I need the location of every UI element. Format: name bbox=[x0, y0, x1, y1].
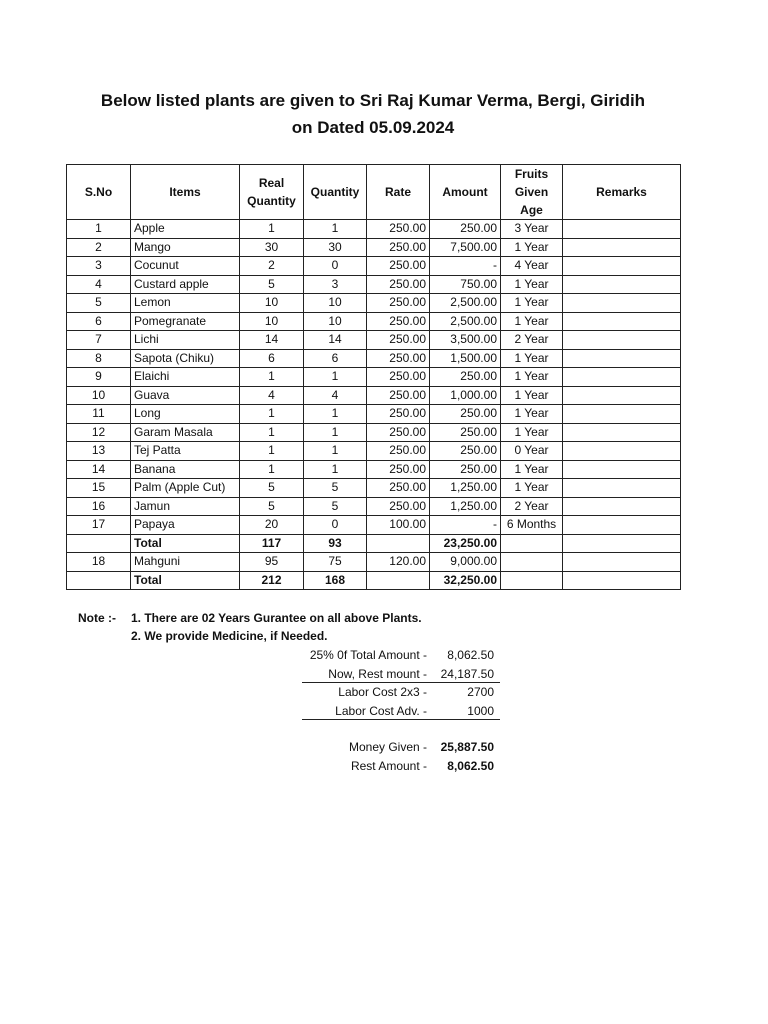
cell-qty: 75 bbox=[304, 553, 367, 572]
cell-amount: 1,250.00 bbox=[430, 497, 501, 516]
header-remarks: Remarks bbox=[563, 165, 681, 220]
summary-label: Rest Amount - bbox=[350, 758, 427, 773]
cell-sno: 11 bbox=[67, 405, 131, 424]
cell-sno: 8 bbox=[67, 349, 131, 368]
total-row bbox=[67, 571, 681, 590]
cell-qty: 30 bbox=[304, 238, 367, 257]
document-title: Below listed plants are given to Sri Raj Kumar Verma, Bergi, Giridih bbox=[100, 91, 646, 110]
summary-value: 8,062.50 bbox=[447, 648, 494, 662]
cell-qty: 1 bbox=[304, 368, 367, 387]
cell-age: 0 Year bbox=[501, 442, 563, 461]
cell-qty: 10 bbox=[304, 294, 367, 313]
cell-rate: 250.00 bbox=[367, 294, 430, 313]
cell-real: 30 bbox=[240, 238, 304, 257]
cell-remarks bbox=[563, 386, 681, 405]
cell-rate: 250.00 bbox=[367, 257, 430, 276]
cell-amount: 250.00 bbox=[430, 442, 501, 461]
cell-remarks bbox=[563, 571, 681, 590]
table-row bbox=[67, 405, 681, 424]
cell-remarks bbox=[563, 312, 681, 331]
cell-rate: 250.00 bbox=[367, 479, 430, 498]
cell-amount: 250.00 bbox=[430, 220, 501, 239]
summary-value: 1000 bbox=[467, 703, 494, 718]
summary-row bbox=[300, 683, 500, 702]
cell-amount: 23,250.00 bbox=[430, 534, 501, 553]
cell-amount: 750.00 bbox=[430, 275, 501, 294]
table-row bbox=[67, 349, 681, 368]
summary-block bbox=[300, 738, 500, 775]
cell-sno: 16 bbox=[67, 497, 131, 516]
cell-item: Jamun bbox=[131, 497, 240, 516]
cell-amount: 32,250.00 bbox=[430, 571, 501, 590]
cell-qty: 168 bbox=[304, 571, 367, 590]
cell-item: Cocunut bbox=[131, 257, 240, 276]
cell-rate: 250.00 bbox=[367, 386, 430, 405]
cell-qty: 14 bbox=[304, 331, 367, 350]
cell-item: Mango bbox=[131, 238, 240, 257]
cell-rate: 120.00 bbox=[367, 553, 430, 572]
cell-remarks bbox=[563, 349, 681, 368]
table-row bbox=[67, 331, 681, 350]
table-row bbox=[67, 460, 681, 479]
cell-item: Mahguni bbox=[131, 553, 240, 572]
cell-item: Lichi bbox=[131, 331, 240, 350]
cell-age: 2 Year bbox=[501, 331, 563, 350]
summary-row bbox=[300, 738, 500, 757]
cell-item: Total bbox=[131, 534, 240, 553]
cell-remarks bbox=[563, 479, 681, 498]
cell-sno: 17 bbox=[67, 516, 131, 535]
cell-age: 1 Year bbox=[501, 312, 563, 331]
note-item: 1. There are 02 Years Gurantee on all above Plants. bbox=[131, 611, 422, 625]
cell-sno: 12 bbox=[67, 423, 131, 442]
cell-item: Elaichi bbox=[131, 368, 240, 387]
cell-rate: 250.00 bbox=[367, 405, 430, 424]
cell-rate: 250.00 bbox=[367, 220, 430, 239]
table-row bbox=[67, 368, 681, 387]
summary-label: Now, Rest mount - bbox=[328, 666, 427, 681]
cell-rate: 250.00 bbox=[367, 331, 430, 350]
cell-sno: 3 bbox=[67, 257, 131, 276]
cell-qty: 6 bbox=[304, 349, 367, 368]
table-row bbox=[67, 423, 681, 442]
cell-item: Long bbox=[131, 405, 240, 424]
plants-table bbox=[66, 164, 681, 590]
summary-row bbox=[300, 646, 500, 665]
cell-real: 4 bbox=[240, 386, 304, 405]
table-row bbox=[67, 312, 681, 331]
table-row bbox=[67, 442, 681, 461]
cell-remarks bbox=[563, 368, 681, 387]
cell-qty: 3 bbox=[304, 275, 367, 294]
cell-real: 1 bbox=[240, 460, 304, 479]
cell-item: Papaya bbox=[131, 516, 240, 535]
summary-row bbox=[300, 757, 500, 776]
cell-real: 1 bbox=[240, 368, 304, 387]
cell-real: 5 bbox=[240, 275, 304, 294]
cell-sno: 18 bbox=[67, 553, 131, 572]
cell-amount: 250.00 bbox=[430, 423, 501, 442]
cell-item: Custard apple bbox=[131, 275, 240, 294]
summary-block bbox=[300, 646, 500, 683]
table-row bbox=[67, 386, 681, 405]
summary-label: Labor Cost 2x3 - bbox=[338, 685, 427, 699]
cell-item: Palm (Apple Cut) bbox=[131, 479, 240, 498]
table-row bbox=[67, 294, 681, 313]
cell-item: Tej Patta bbox=[131, 442, 240, 461]
cell-amount: 2,500.00 bbox=[430, 312, 501, 331]
cell-rate: 250.00 bbox=[367, 349, 430, 368]
header-amount: Amount bbox=[430, 165, 501, 220]
cell-sno: 10 bbox=[67, 386, 131, 405]
cell-real: 1 bbox=[240, 423, 304, 442]
cell-sno: 15 bbox=[67, 479, 131, 498]
cell-real: 95 bbox=[240, 553, 304, 572]
cell-qty: 1 bbox=[304, 460, 367, 479]
cell-item: Banana bbox=[131, 460, 240, 479]
cell-age: 1 Year bbox=[501, 294, 563, 313]
cell-real: 20 bbox=[240, 516, 304, 535]
cell-real: 117 bbox=[240, 534, 304, 553]
cell-sno: 9 bbox=[67, 368, 131, 387]
cell-sno: 6 bbox=[67, 312, 131, 331]
cell-real: 5 bbox=[240, 479, 304, 498]
cell-real: 1 bbox=[240, 442, 304, 461]
cell-age: 2 Year bbox=[501, 497, 563, 516]
cell-qty: 1 bbox=[304, 423, 367, 442]
cell-real: 10 bbox=[240, 312, 304, 331]
cell-age bbox=[501, 534, 563, 553]
cell-remarks bbox=[563, 442, 681, 461]
total-row bbox=[67, 534, 681, 553]
cell-amount: 2,500.00 bbox=[430, 294, 501, 313]
header-real-quantity: Real Quantity bbox=[240, 165, 304, 220]
cell-qty: 4 bbox=[304, 386, 367, 405]
cell-remarks bbox=[563, 497, 681, 516]
cell-sno: 13 bbox=[67, 442, 131, 461]
cell-item: Lemon bbox=[131, 294, 240, 313]
cell-qty: 1 bbox=[304, 220, 367, 239]
cell-item: Pomegranate bbox=[131, 312, 240, 331]
cell-rate: 250.00 bbox=[367, 275, 430, 294]
cell-amount: 7,500.00 bbox=[430, 238, 501, 257]
cell-amount: 3,500.00 bbox=[430, 331, 501, 350]
cell-item: Apple bbox=[131, 220, 240, 239]
cell-amount: - bbox=[430, 257, 501, 276]
cell-rate bbox=[367, 534, 430, 553]
cell-amount: - bbox=[430, 516, 501, 535]
table-row bbox=[67, 497, 681, 516]
cell-real: 10 bbox=[240, 294, 304, 313]
table-row bbox=[67, 275, 681, 294]
summary-label: Labor Cost Adv. - bbox=[335, 703, 427, 718]
cell-age: 1 Year bbox=[501, 460, 563, 479]
summary-row bbox=[300, 702, 500, 721]
cell-remarks bbox=[563, 460, 681, 479]
cell-sno: 14 bbox=[67, 460, 131, 479]
cell-amount: 1,250.00 bbox=[430, 479, 501, 498]
header-sno: S.No bbox=[67, 165, 131, 220]
summary-value: 2700 bbox=[467, 685, 494, 699]
cell-age bbox=[501, 571, 563, 590]
note-label: Note :- bbox=[78, 611, 116, 625]
cell-age: 1 Year bbox=[501, 275, 563, 294]
cell-amount: 1,500.00 bbox=[430, 349, 501, 368]
cell-real: 6 bbox=[240, 349, 304, 368]
table-row bbox=[67, 257, 681, 276]
table-row bbox=[67, 238, 681, 257]
cell-rate: 250.00 bbox=[367, 460, 430, 479]
cell-remarks bbox=[563, 294, 681, 313]
cell-age: 1 Year bbox=[501, 238, 563, 257]
cell-age bbox=[501, 553, 563, 572]
header-fruits-given-age: Fruits Given Age bbox=[501, 165, 563, 220]
cell-real: 14 bbox=[240, 331, 304, 350]
cell-remarks bbox=[563, 275, 681, 294]
summary-value: 8,062.50 bbox=[447, 758, 494, 773]
summary-label: Money Given - bbox=[348, 740, 427, 754]
cell-rate: 250.00 bbox=[367, 497, 430, 516]
cell-amount: 250.00 bbox=[430, 460, 501, 479]
cell-qty: 5 bbox=[304, 479, 367, 498]
cell-age: 1 Year bbox=[501, 386, 563, 405]
cell-qty: 0 bbox=[304, 516, 367, 535]
table-row bbox=[67, 220, 681, 239]
cell-amount: 9,000.00 bbox=[430, 553, 501, 572]
cell-amount: 250.00 bbox=[430, 405, 501, 424]
note-item: 2. We provide Medicine, if Needed. bbox=[131, 629, 328, 643]
cell-real: 1 bbox=[240, 405, 304, 424]
cell-age: 1 Year bbox=[501, 368, 563, 387]
cell-amount: 250.00 bbox=[430, 368, 501, 387]
cell-remarks bbox=[563, 331, 681, 350]
cell-real: 2 bbox=[240, 257, 304, 276]
summary-value: 24,187.50 bbox=[440, 666, 494, 681]
cell-sno bbox=[67, 534, 131, 553]
table-row bbox=[67, 553, 681, 572]
cell-age: 1 Year bbox=[501, 423, 563, 442]
cell-rate: 250.00 bbox=[367, 423, 430, 442]
cell-remarks bbox=[563, 534, 681, 553]
header-items: Items bbox=[131, 165, 240, 220]
summary-value: 25,887.50 bbox=[440, 740, 494, 754]
cell-rate: 250.00 bbox=[367, 368, 430, 387]
cell-remarks bbox=[563, 238, 681, 257]
cell-remarks bbox=[563, 423, 681, 442]
cell-sno: 4 bbox=[67, 275, 131, 294]
cell-rate: 250.00 bbox=[367, 238, 430, 257]
summary-row bbox=[300, 665, 500, 684]
cell-qty: 10 bbox=[304, 312, 367, 331]
cell-rate: 100.00 bbox=[367, 516, 430, 535]
cell-rate: 250.00 bbox=[367, 312, 430, 331]
summary-block bbox=[300, 683, 500, 720]
document-date: on Dated 05.09.2024 bbox=[291, 118, 455, 137]
cell-item: Guava bbox=[131, 386, 240, 405]
cell-sno: 2 bbox=[67, 238, 131, 257]
header-rate: Rate bbox=[367, 165, 430, 220]
cell-sno bbox=[67, 571, 131, 590]
table-row bbox=[67, 479, 681, 498]
cell-qty: 1 bbox=[304, 442, 367, 461]
cell-remarks bbox=[563, 405, 681, 424]
cell-rate bbox=[367, 571, 430, 590]
cell-amount: 1,000.00 bbox=[430, 386, 501, 405]
cell-qty: 0 bbox=[304, 257, 367, 276]
cell-qty: 1 bbox=[304, 405, 367, 424]
cell-remarks bbox=[563, 220, 681, 239]
header-quantity: Quantity bbox=[304, 165, 367, 220]
cell-qty: 5 bbox=[304, 497, 367, 516]
cell-sno: 5 bbox=[67, 294, 131, 313]
cell-sno: 1 bbox=[67, 220, 131, 239]
cell-sno: 7 bbox=[67, 331, 131, 350]
table-row bbox=[67, 516, 681, 535]
cell-real: 5 bbox=[240, 497, 304, 516]
cell-age: 1 Year bbox=[501, 405, 563, 424]
cell-item: Total bbox=[131, 571, 240, 590]
cell-remarks bbox=[563, 257, 681, 276]
cell-age: 3 Year bbox=[501, 220, 563, 239]
cell-remarks bbox=[563, 553, 681, 572]
divider bbox=[302, 719, 500, 720]
cell-qty: 93 bbox=[304, 534, 367, 553]
cell-remarks bbox=[563, 516, 681, 535]
cell-age: 1 Year bbox=[501, 479, 563, 498]
cell-age: 6 Months bbox=[501, 516, 563, 535]
cell-item: Sapota (Chiku) bbox=[131, 349, 240, 368]
cell-age: 4 Year bbox=[501, 257, 563, 276]
cell-real: 212 bbox=[240, 571, 304, 590]
cell-real: 1 bbox=[240, 220, 304, 239]
table-header-row bbox=[67, 165, 681, 220]
summary-label: 25% 0f Total Amount - bbox=[309, 648, 427, 662]
cell-age: 1 Year bbox=[501, 349, 563, 368]
cell-item: Garam Masala bbox=[131, 423, 240, 442]
cell-rate: 250.00 bbox=[367, 442, 430, 461]
